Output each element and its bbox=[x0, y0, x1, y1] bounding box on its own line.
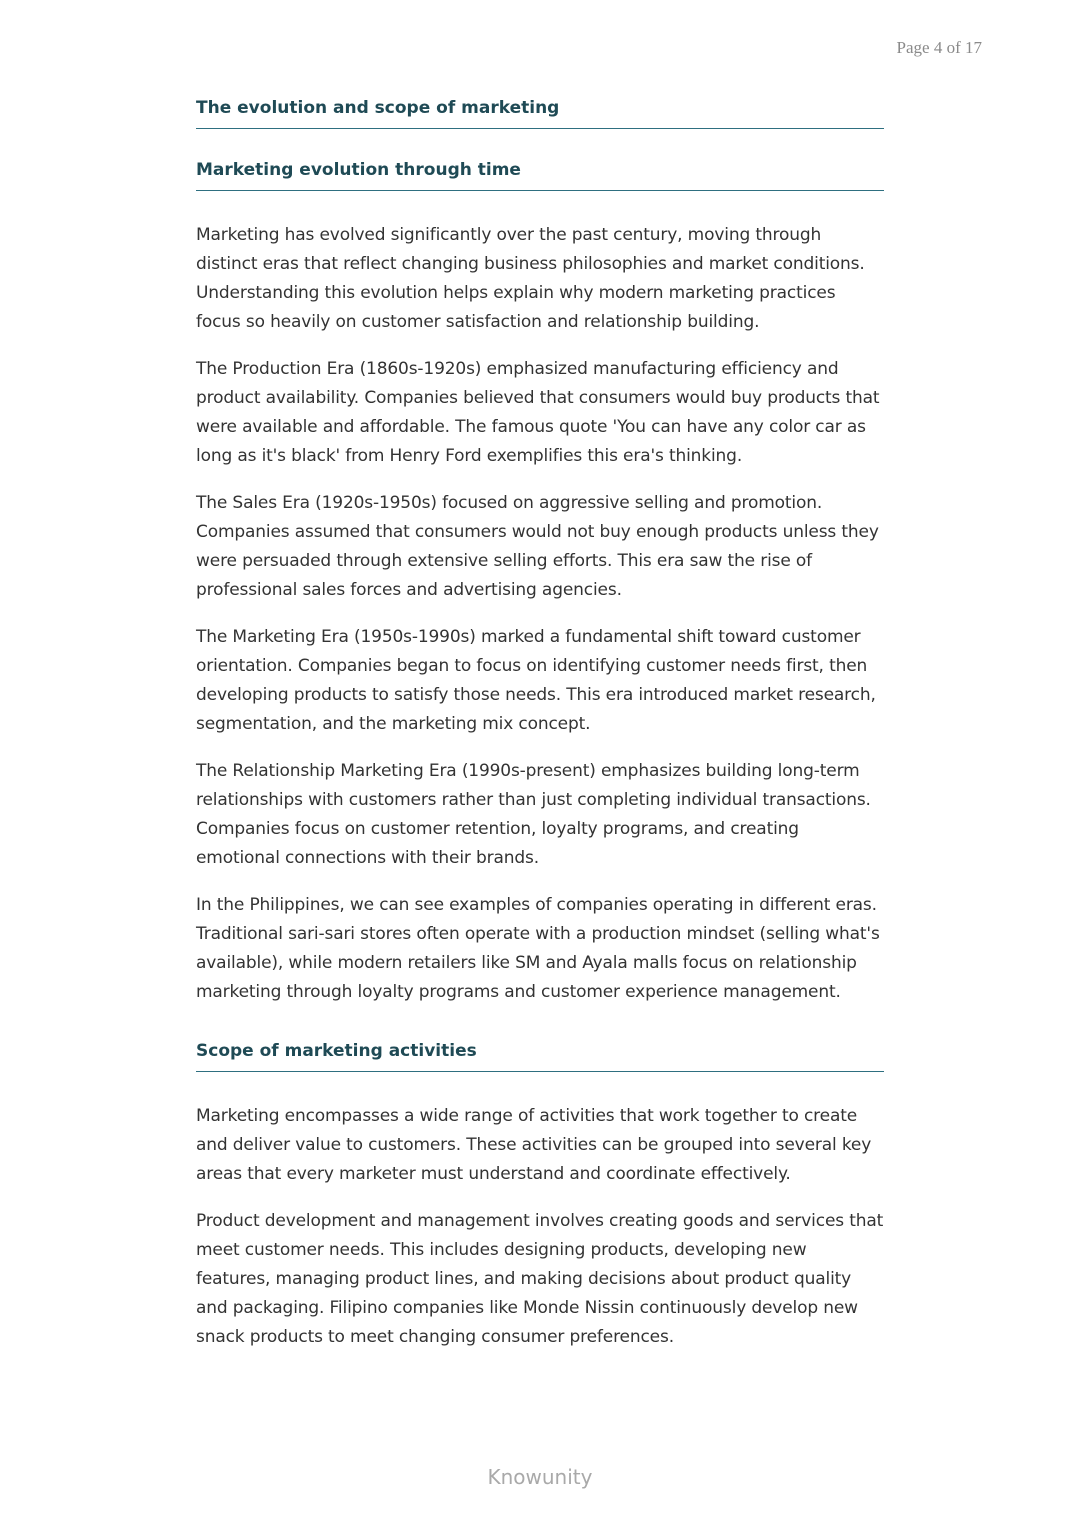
paragraph: Marketing encompasses a wide range of activities that work together to create and deliver value to customers. These activities can be grouped into several key areas that every marketer must understand and coordinate effectively. bbox=[196, 1106, 872, 1184]
paragraph: The Production Era (1860s-1920s) emphasized manufacturing efficiency and product availability. Companies believed that consumers would buy products that were available and affordable. The famous quote 'You can have any color car as long as it's black' from Henry Ford exemplifies this era's thinking. bbox=[196, 359, 880, 466]
paragraph: The Relationship Marketing Era (1990s-present) emphasizes building long-term relationships with customers rather than just completing individual transactions. Companies focus on customer retention, loyalty programs, and creating emotional connections with their brands. bbox=[196, 761, 871, 868]
section-title: The evolution and scope of marketing bbox=[196, 98, 884, 129]
paragraph: The Sales Era (1920s-1950s) focused on aggressive selling and promotion. Companies assumed that consumers would not buy enough products unless they were persuaded through extensive selling efforts. This era saw the rise of professional sales forces and advertising agencies. bbox=[196, 493, 879, 600]
paragraph: The Marketing Era (1950s-1990s) marked a fundamental shift toward customer orientation. Companies began to focus on identifying customer needs first, then developing products to satisfy those needs. This era introduced market research, segmentation, and the marketing mix concept. bbox=[196, 627, 876, 734]
page-indicator: Page 4 of 17 bbox=[896, 38, 982, 57]
paragraph: Marketing has evolved significantly over the past century, moving through distinct eras that reflect changing business philosophies and market conditions. Understanding this evolution helps explain why modern marketing practices focus so heavily on customer satisfaction and relationship building. bbox=[196, 225, 865, 332]
subsection-title-evolution: Marketing evolution through time bbox=[196, 160, 884, 191]
subsection-title-scope: Scope of marketing activities bbox=[196, 1041, 884, 1072]
paragraph: In the Philippines, we can see examples of companies operating in different eras. Traditional sari-sari stores often operate with a production mindset (selling what's available), while modern retailers like SM and Ayala malls focus on relationship marketing through loyalty programs and customer experience management. bbox=[196, 895, 880, 1002]
document-body bbox=[196, 98, 884, 1370]
footer-brand: Knowunity bbox=[487, 1465, 593, 1489]
paragraph: Product development and management involves creating goods and services that meet customer needs. This includes designing products, developing new features, managing product lines, and making decisions about product quality and packaging. Filipino companies like Monde Nissin continuously develop new snack products to meet changing consumer preferences. bbox=[196, 1211, 884, 1347]
